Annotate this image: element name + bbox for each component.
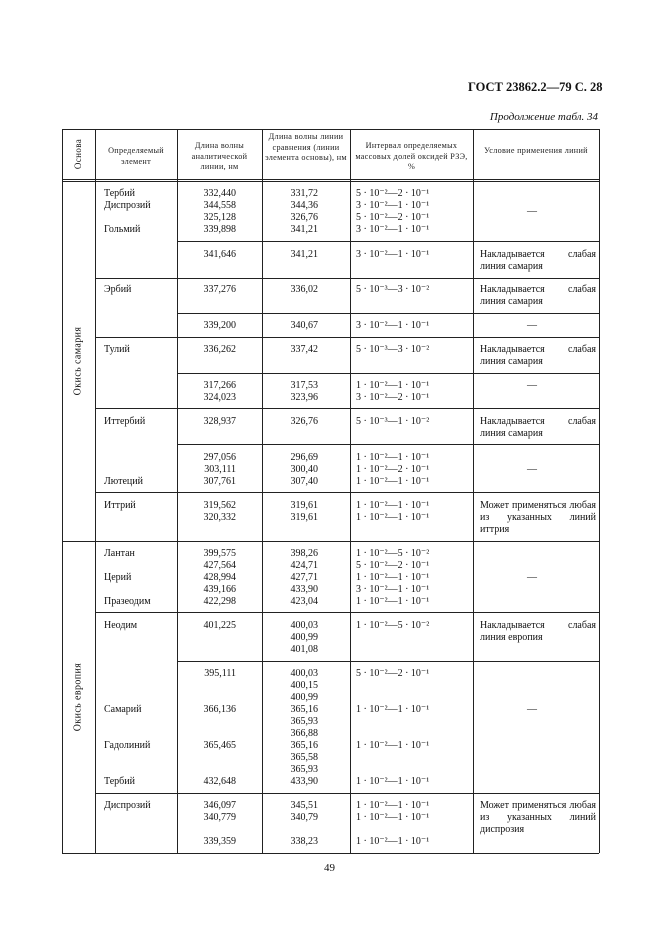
comparison-wavelength: 323,96: [290, 392, 318, 403]
analytic-wavelength: 428,994: [203, 572, 236, 583]
column-header-base: Основа: [73, 138, 83, 170]
comparison-wavelength: 400,99: [290, 632, 318, 643]
row-separator: [177, 661, 599, 662]
column-border: [350, 129, 351, 853]
comparison-wavelength: 319,61: [290, 500, 318, 511]
comparison-wavelength: 326,76: [290, 416, 318, 427]
interval-value: 5 · 10⁻³—1 · 10⁻²: [356, 416, 430, 427]
analytic-wavelength: 325,128: [203, 212, 236, 223]
analytic-wavelength: 339,898: [203, 224, 236, 235]
comparison-wavelength: 337,42: [290, 344, 318, 355]
comparison-wavelength: 365,93: [290, 764, 318, 775]
comparison-wavelength: 344,36: [290, 200, 318, 211]
column-header-analytic-wavelength: Длина волны аналитической линии, нм: [191, 141, 248, 171]
element-name: Тербий: [104, 776, 135, 787]
condition-note: Накладывается слабая линия европия: [480, 620, 596, 643]
comparison-wavelength: 365,58: [290, 752, 318, 763]
comparison-wavelength: 341,21: [290, 249, 318, 260]
interval-value: 1 · 10⁻²—5 · 10⁻²: [356, 620, 430, 631]
table-top-border: [62, 129, 599, 130]
interval-value: 3 · 10⁻²—1 · 10⁻¹: [356, 224, 430, 235]
condition-note: Может применяться любая из указанных линий диспрозия: [480, 800, 596, 835]
analytic-wavelength: 297,056: [203, 452, 236, 463]
analytic-wavelength: 337,276: [203, 284, 236, 295]
interval-value: 5 · 10⁻³—3 · 10⁻²: [356, 344, 430, 355]
group-separator: [95, 793, 599, 794]
element-name: Церий: [104, 572, 132, 583]
element-name: Диспрозий: [104, 200, 151, 211]
analytic-wavelength: 307,761: [203, 476, 236, 487]
comparison-wavelength: 365,93: [290, 716, 318, 727]
analytic-wavelength: 439,166: [203, 584, 236, 595]
column-header-element: Определяемый элемент: [108, 146, 164, 166]
comparison-wavelength: 296,69: [290, 452, 318, 463]
document-title: ГОСТ 23862.2—79 С. 28: [468, 80, 603, 94]
comparison-wavelength: 433,90: [290, 776, 318, 787]
interval-value: 1 · 10⁻²—1 · 10⁻¹: [356, 740, 430, 751]
condition-note: Накладывается слабая линия самария: [480, 416, 596, 439]
comparison-wavelength: 319,61: [290, 512, 318, 523]
interval-value: 5 · 10⁻²—2 · 10⁻¹: [356, 560, 430, 571]
interval-value: 3 · 10⁻²—1 · 10⁻¹: [356, 584, 430, 595]
comparison-wavelength: 300,40: [290, 464, 318, 475]
condition-dash: —: [527, 464, 537, 475]
analytic-wavelength: 332,440: [203, 188, 236, 199]
comparison-wavelength: 340,79: [290, 812, 318, 823]
row-separator: [177, 373, 599, 374]
analytic-wavelength: 422,298: [203, 596, 236, 607]
group-separator: [95, 278, 599, 279]
comparison-wavelength: 400,99: [290, 692, 318, 703]
group-separator: [95, 408, 599, 409]
table-right-border: [599, 129, 600, 853]
interval-value: 1 · 10⁻²—5 · 10⁻²: [356, 548, 430, 559]
interval-value: 1 · 10⁻²—1 · 10⁻¹: [356, 452, 430, 463]
comparison-wavelength: 338,23: [290, 836, 318, 847]
group-separator: [95, 612, 599, 613]
element-name: Тербий: [104, 188, 135, 199]
column-border: [473, 129, 474, 853]
analytic-wavelength: 432,648: [203, 776, 236, 787]
interval-value: 1 · 10⁻²—1 · 10⁻¹: [356, 800, 430, 811]
element-name: Диспрозий: [104, 800, 151, 811]
interval-value: 5 · 10⁻²—2 · 10⁻¹: [356, 668, 430, 679]
comparison-wavelength: 401,08: [290, 644, 318, 655]
header-double-border: [62, 181, 599, 182]
condition-dash: —: [527, 380, 537, 391]
comparison-wavelength: 398,26: [290, 548, 318, 559]
condition-note: Может применяться любая из указанных линий иттрия: [480, 500, 596, 535]
analytic-wavelength: 320,332: [203, 512, 236, 523]
group-separator: [95, 337, 599, 338]
row-separator: [177, 313, 599, 314]
comparison-wavelength: 366,88: [290, 728, 318, 739]
element-name: Лантан: [104, 548, 135, 559]
table-left-border: [62, 129, 63, 853]
comparison-wavelength: 427,71: [290, 572, 318, 583]
analytic-wavelength: 401,225: [203, 620, 236, 631]
comparison-wavelength: 317,53: [290, 380, 318, 391]
interval-value: 3 · 10⁻²—2 · 10⁻¹: [356, 392, 430, 403]
comparison-wavelength: 345,51: [290, 800, 318, 811]
interval-value: 3 · 10⁻²—1 · 10⁻¹: [356, 249, 430, 260]
analytic-wavelength: 339,200: [203, 320, 236, 331]
element-name: Иттрий: [104, 500, 136, 511]
analytic-wavelength: 303,111: [204, 464, 236, 475]
column-border: [262, 129, 263, 853]
table-bottom-border: [62, 853, 599, 854]
analytic-wavelength: 344,558: [203, 200, 236, 211]
analytic-wavelength: 366,136: [203, 704, 236, 715]
column-header-interval: Интервал определяемых массовых долей оксидей РЗЭ, %: [355, 141, 468, 171]
base-divider: [62, 541, 599, 542]
condition-note: Накладывается слабая линия самария: [480, 249, 596, 272]
condition-note: Накладывается слабая линия самария: [480, 284, 596, 307]
analytic-wavelength: 427,564: [203, 560, 236, 571]
page-number: 49: [324, 862, 335, 874]
element-name: Тулий: [104, 344, 130, 355]
comparison-wavelength: 336,02: [290, 284, 318, 295]
comparison-wavelength: 400,03: [290, 620, 318, 631]
comparison-wavelength: 433,90: [290, 584, 318, 595]
column-header-comparison-wavelength: Длина волны линии сравнения (линии элемента основы), нм: [265, 132, 347, 162]
interval-value: 1 · 10⁻²—1 · 10⁻¹: [356, 596, 430, 607]
table-continuation-label: Продолжение табл. 34: [489, 111, 598, 123]
analytic-wavelength: 336,262: [203, 344, 236, 355]
element-name: Неодим: [104, 620, 138, 631]
element-name: Эрбий: [104, 284, 132, 295]
interval-value: 5 · 10⁻²—2 · 10⁻¹: [356, 188, 430, 199]
interval-value: 1 · 10⁻²—1 · 10⁻¹: [356, 812, 430, 823]
analytic-wavelength: 339,359: [203, 836, 236, 847]
condition-dash: —: [527, 320, 537, 331]
comparison-wavelength: 400,03: [290, 668, 318, 679]
analytic-wavelength: 328,937: [203, 416, 236, 427]
element-name: Гольмий: [104, 224, 141, 235]
analytic-wavelength: 317,266: [203, 380, 236, 391]
analytic-wavelength: 341,646: [203, 249, 236, 260]
interval-value: 3 · 10⁻²—1 · 10⁻¹: [356, 200, 430, 211]
row-separator: [177, 444, 599, 445]
column-border: [177, 129, 178, 853]
comparison-wavelength: 400,15: [290, 680, 318, 691]
analytic-wavelength: 324,023: [203, 392, 236, 403]
interval-value: 3 · 10⁻²—1 · 10⁻¹: [356, 320, 430, 331]
interval-value: 1 · 10⁻²—1 · 10⁻¹: [356, 500, 430, 511]
condition-note: Накладывается слабая линия самария: [480, 344, 596, 367]
condition-dash: —: [527, 572, 537, 583]
base-label-samarium-oxide: Окись самария: [72, 326, 84, 396]
analytic-wavelength: 395,111: [204, 668, 236, 679]
interval-value: 5 · 10⁻²—2 · 10⁻¹: [356, 212, 430, 223]
interval-value: 1 · 10⁻²—1 · 10⁻¹: [356, 380, 430, 391]
comparison-wavelength: 307,40: [290, 476, 318, 487]
analytic-wavelength: 319,562: [203, 500, 236, 511]
analytic-wavelength: 346,097: [203, 800, 236, 811]
element-name: Гадолиний: [104, 740, 151, 751]
row-separator: [177, 241, 599, 242]
interval-value: 1 · 10⁻²—1 · 10⁻¹: [356, 512, 430, 523]
element-name: Лютеций: [104, 476, 143, 487]
analytic-wavelength: 340,779: [203, 812, 236, 823]
column-border: [95, 129, 96, 853]
interval-value: 1 · 10⁻²—1 · 10⁻¹: [356, 704, 430, 715]
comparison-wavelength: 365,16: [290, 704, 318, 715]
interval-value: 1 · 10⁻²—2 · 10⁻¹: [356, 464, 430, 475]
base-label-europium-oxide: Окись европия: [72, 662, 84, 732]
analytic-wavelength: 399,575: [203, 548, 236, 559]
element-name: Празеодим: [104, 596, 151, 607]
comparison-wavelength: 331,72: [290, 188, 318, 199]
column-header-condition: Условие применения линий: [484, 146, 588, 155]
comparison-wavelength: 424,71: [290, 560, 318, 571]
comparison-wavelength: 365,16: [290, 740, 318, 751]
condition-dash: —: [527, 206, 537, 217]
element-name: Самарий: [104, 704, 142, 715]
interval-value: 1 · 10⁻²—1 · 10⁻¹: [356, 476, 430, 487]
interval-value: 1 · 10⁻²—1 · 10⁻¹: [356, 836, 430, 847]
comparison-wavelength: 340,67: [290, 320, 318, 331]
comparison-wavelength: 326,76: [290, 212, 318, 223]
element-name: Иттербий: [104, 416, 146, 427]
header-bottom-border: [62, 179, 599, 180]
interval-value: 5 · 10⁻³—3 · 10⁻²: [356, 284, 430, 295]
comparison-wavelength: 423,04: [290, 596, 318, 607]
interval-value: 1 · 10⁻²—1 · 10⁻¹: [356, 776, 430, 787]
comparison-wavelength: 341,21: [290, 224, 318, 235]
interval-value: 1 · 10⁻²—1 · 10⁻¹: [356, 572, 430, 583]
condition-dash: —: [527, 704, 537, 715]
analytic-wavelength: 365,465: [203, 740, 236, 751]
group-separator: [95, 492, 599, 493]
